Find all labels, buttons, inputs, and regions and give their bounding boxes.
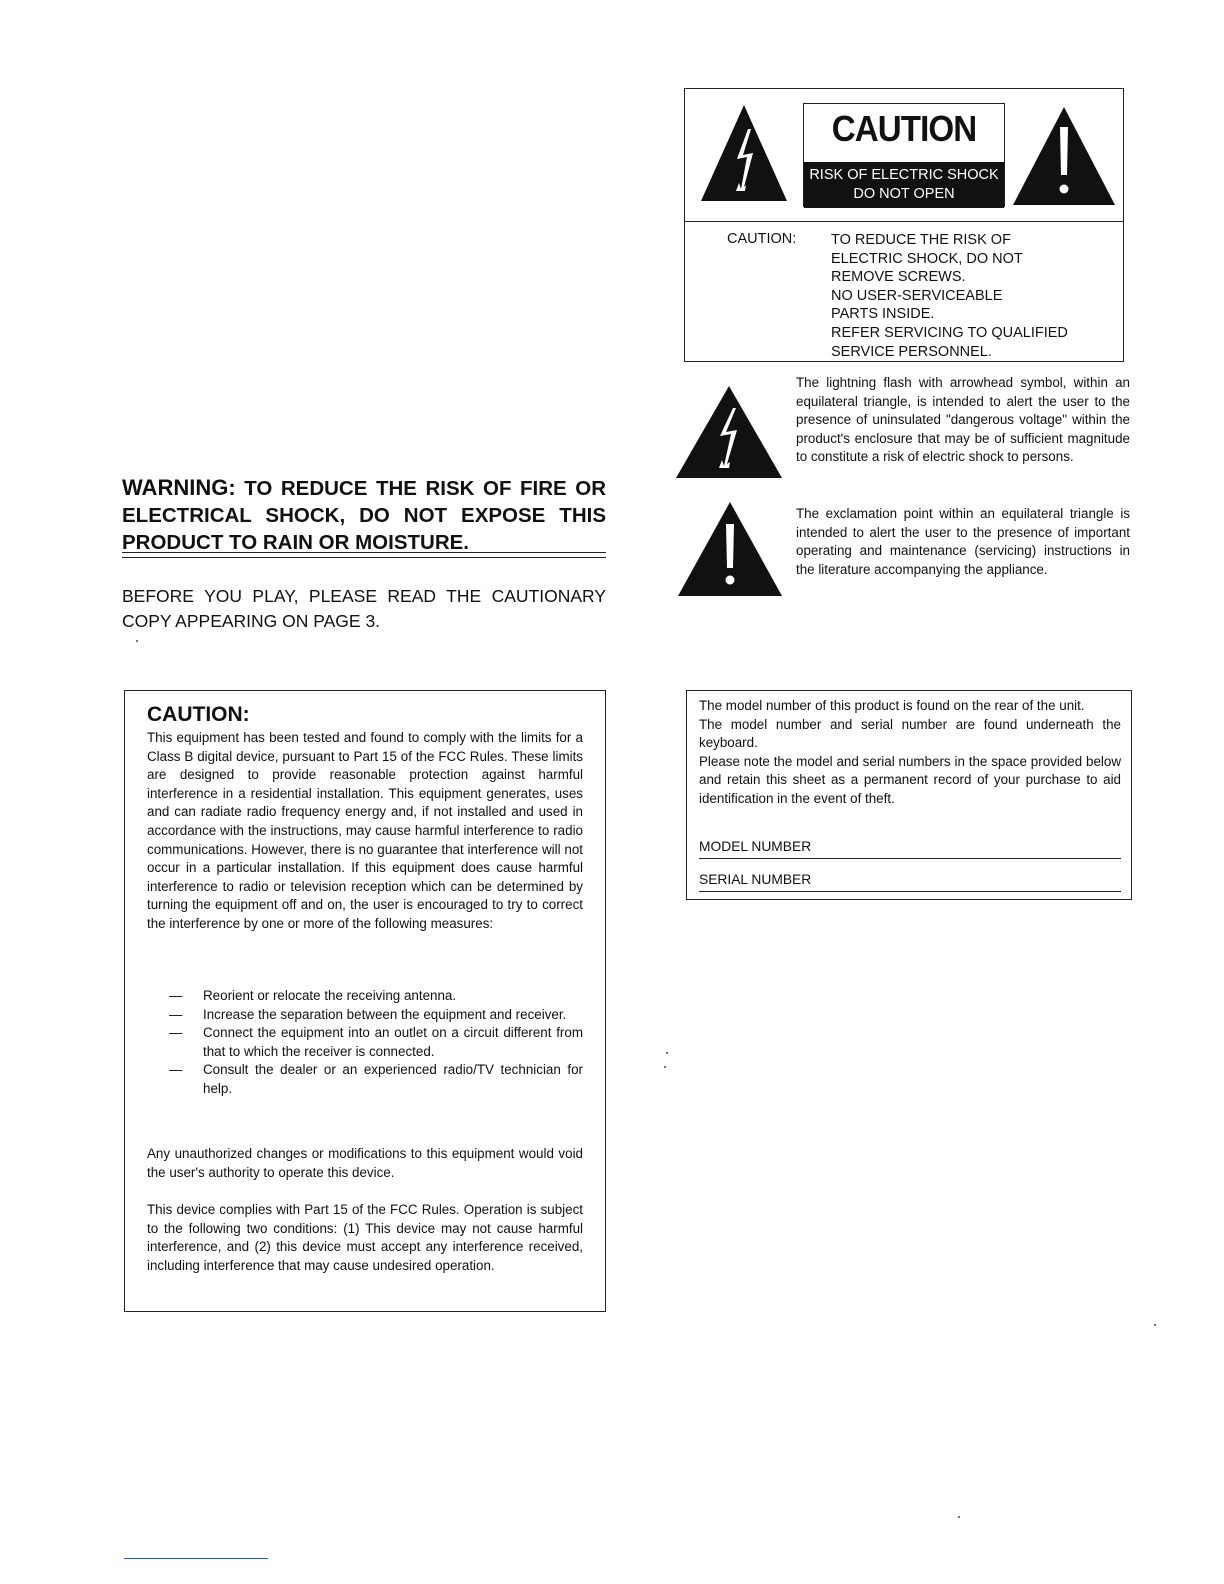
warning-text: TO REDUCE THE RISK OF FIRE OR ELECTRICAL SHOCK, DO NOT EXPOSE THIS PRODUCT TO RAIN OR MOISTURE. bbox=[122, 477, 606, 554]
caution-line: ELECTRIC SHOCK, DO NOT bbox=[831, 250, 1023, 267]
model-info-line: The model number and serial number are found underneath the keyboard. bbox=[699, 716, 1121, 751]
list-item bbox=[169, 1061, 583, 1098]
measure-text: Connect the equipment into an outlet on a circuit different from that to which the receiver is connected. bbox=[203, 1025, 583, 1059]
dash-bullet: — bbox=[169, 1025, 183, 1041]
warning-lead: WARNING: bbox=[122, 475, 236, 500]
fcc-paragraph: Any unauthorized changes or modifications to this equipment would void the user's authority to operate this device. bbox=[147, 1146, 583, 1180]
speck bbox=[666, 1052, 668, 1054]
exclamation-triangle-icon bbox=[676, 500, 784, 598]
caution-line: SERVICE PERSONNEL. bbox=[831, 343, 992, 360]
model-number-line bbox=[699, 858, 1121, 859]
measure-text: Reorient or relocate the receiving antenna. bbox=[203, 988, 457, 1003]
before-play-notice: BEFORE YOU PLAY, PLEASE READ THE CAUTIONARY COPY APPEARING ON PAGE 3. bbox=[122, 586, 606, 631]
banner-sub-line: DO NOT OPEN bbox=[853, 186, 955, 202]
caution-line: TO REDUCE THE RISK OF bbox=[831, 232, 1011, 248]
banner-sub-line: RISK OF ELECTRIC SHOCK bbox=[809, 167, 999, 183]
fcc-measures-list bbox=[169, 987, 583, 1099]
model-info-line: Please note the model and serial numbers in the space provided below and retain this sheet as a permanent record of your purchase to aid identification in the event of theft. bbox=[699, 753, 1121, 806]
caution-label-key: CAUTION: bbox=[727, 231, 797, 247]
measure-text: Consult the dealer or an experienced radio/TV technician for help. bbox=[203, 1062, 583, 1096]
dash-bullet: — bbox=[169, 988, 183, 1003]
model-number-box bbox=[686, 690, 1132, 900]
caution-banner bbox=[803, 103, 1005, 207]
exclamation-symbol-description: The exclamation point within an equilateral triangle is intended to alert the user to the presence of important operating and maintenance (servicing) instructions in the literature accompanying the appliance. bbox=[796, 506, 1130, 577]
caution-label-text bbox=[831, 231, 1068, 361]
speck bbox=[958, 1516, 960, 1518]
caution-line: NO USER-SERVICEABLE bbox=[831, 287, 1003, 304]
speck bbox=[136, 640, 138, 642]
dash-bullet: — bbox=[169, 1006, 183, 1022]
divider bbox=[122, 552, 606, 553]
caution-line: REFER SERVICING TO QUALIFIED bbox=[831, 324, 1068, 341]
caution-label-box bbox=[684, 88, 1124, 362]
fcc-paragraph: This device complies with Part 15 of the FCC Rules. Operation is subject to the following two conditions: (1) This device may not cause harmful interference, and (2) this device must accept any interference received, including interference that may cause undesired operation. bbox=[147, 1202, 583, 1273]
model-info-line: The model number of this product is found on the rear of the unit. bbox=[699, 698, 1085, 713]
speck bbox=[664, 1066, 666, 1068]
model-number-info bbox=[699, 697, 1121, 809]
caution-banner-title: CAUTION bbox=[831, 108, 977, 149]
divider bbox=[124, 1558, 268, 1559]
fcc-heading: CAUTION: bbox=[147, 703, 250, 726]
warning-heading bbox=[122, 474, 606, 556]
lightning-symbol-description: The lightning flash with arrowhead symbol, within an equilateral triangle, is intended to alert the user to the presence of uninsulated "dangerous voltage" within the product's enclosure that may be of sufficient magnitude to constitute a risk of electric shock to persons. bbox=[796, 375, 1130, 465]
fcc-paragraph: This equipment has been tested and found to comply with the limits for a Class B digital device, pursuant to Part 15 of the FCC Rules. These limits are designed to provide reasonable protection against harmful interference in a residential installation. This equipment generates, uses and can radiate radio frequency energy and, if not installed and used in accordance with the instructions, may cause harmful interference to radio communications. However, there is no guarantee that interference will not occur in a particular installation. If this equipment does cause harmful interference to radio or television reception which can be determined by turning the equipment off and on, the user is encouraged to try to correct the interference by one or more of the following measures: bbox=[147, 730, 583, 931]
serial-number-label: SERIAL NUMBER bbox=[699, 872, 812, 887]
serial-number-line bbox=[699, 891, 1121, 892]
list-item bbox=[169, 1024, 583, 1061]
list-item bbox=[169, 1006, 583, 1025]
caution-line: PARTS INSIDE. bbox=[831, 306, 935, 323]
dash-bullet: — bbox=[169, 1062, 183, 1078]
divider bbox=[685, 221, 1123, 222]
exclamation-triangle-icon bbox=[1011, 105, 1117, 207]
lightning-triangle-icon bbox=[699, 103, 789, 203]
caution-banner-subtitle bbox=[804, 162, 1004, 208]
model-number-label: MODEL NUMBER bbox=[699, 839, 812, 854]
list-item bbox=[169, 987, 583, 1006]
lightning-triangle-icon bbox=[674, 384, 784, 480]
measure-text: Increase the separation between the equipment and receiver. bbox=[203, 1006, 567, 1022]
divider bbox=[122, 557, 606, 558]
speck bbox=[1154, 1324, 1156, 1326]
caution-line: REMOVE SCREWS. bbox=[831, 269, 966, 286]
fcc-caution-box bbox=[124, 690, 606, 1312]
